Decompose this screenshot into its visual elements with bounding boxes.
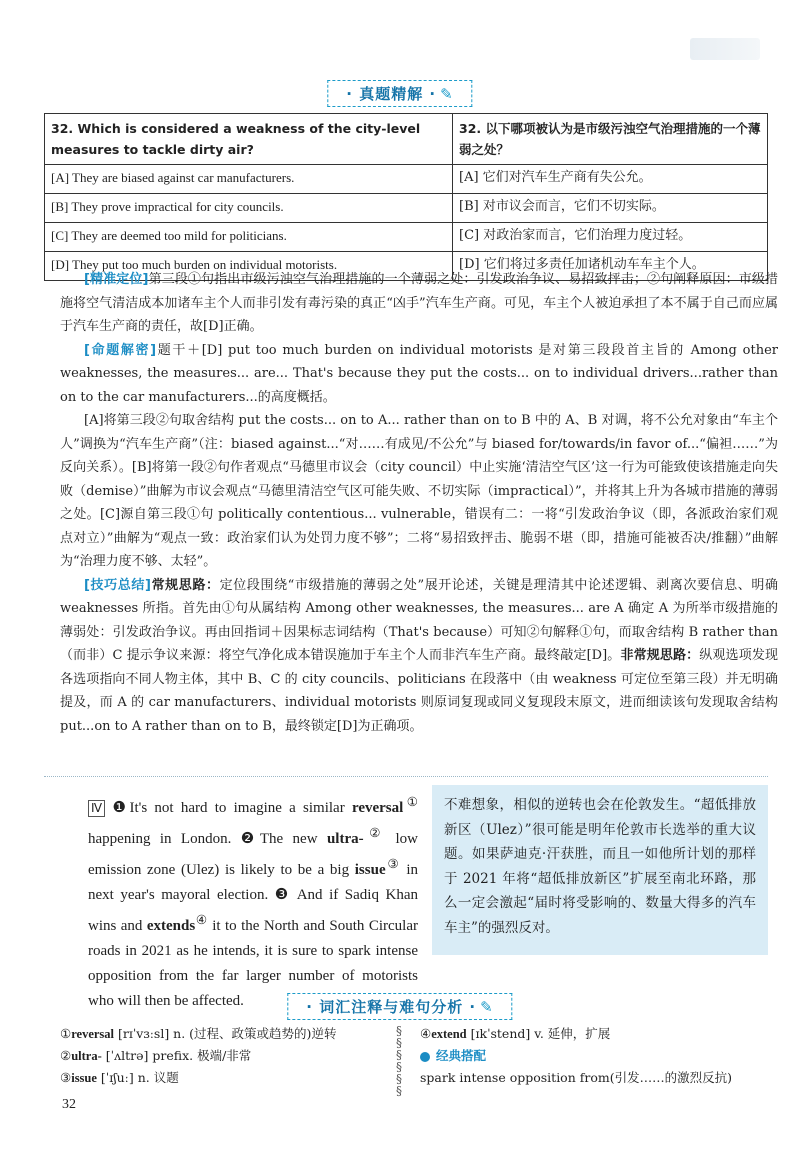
section-title-text: · 词汇注释与难句分析 · — [306, 998, 477, 1016]
option-c-en: [C] They are deemed too mild for politicians. — [45, 223, 453, 252]
vocab-list — [60, 1023, 390, 1089]
collocation-title: 经典搭配 — [436, 1048, 487, 1063]
vocab-number: ① — [60, 1026, 72, 1041]
section-title-analysis — [327, 80, 472, 107]
passage-text: It's not hard to imagine a similar — [129, 800, 352, 816]
vocab-word: issue — [354, 862, 386, 878]
option-a-en: [A] They are biased against car manufacturers. — [45, 165, 453, 194]
question-table — [44, 113, 768, 281]
locate-paragraph — [60, 268, 778, 339]
section-title-vocab — [287, 993, 512, 1020]
bullet-icon — [420, 1052, 430, 1062]
vocab-word: issue — [71, 1071, 97, 1085]
vocab-definition: [ˈʌltrə] prefix. 极端/非常 — [101, 1048, 252, 1063]
translation-box: 不难想象，相似的逆转也会在伦敦发生。“超低排放新区（Ulez）”很可能是明年伦敦市长选举的重大议题。如果萨迪克·汗获胜，而且一如他所计划的那样于 2021 年将“超低排放新区”扩展至南北环路，那么一定会激起“届时将受影响的、数量大得多的汽车车主”的强烈反对。 — [432, 785, 768, 955]
option-b-en: [B] They prove impractical for city councils. — [45, 194, 453, 223]
vocab-item — [420, 1023, 780, 1045]
vocab-definition: [ˈɪʃuː] n. 议题 — [96, 1070, 179, 1085]
wavy-divider: § § § § § § — [396, 1024, 402, 1098]
passage-text: The new — [259, 831, 327, 847]
vocab-number: ③ — [60, 1070, 72, 1085]
collocation-heading — [420, 1045, 780, 1067]
page-number: 32 — [62, 1097, 76, 1112]
footnote-mark: ③ — [385, 857, 401, 871]
skill-unusual-label: 非常规思路： — [620, 648, 700, 663]
footnote-mark: ④ — [195, 913, 208, 927]
vocab-item — [60, 1067, 390, 1089]
passage-text: happening in London. — [88, 831, 241, 847]
vocab-item — [60, 1023, 390, 1045]
section-title-text: · 真题精解 · — [346, 85, 437, 103]
vocab-word: extends — [146, 918, 196, 934]
divider — [44, 776, 768, 777]
vocab-definition: [ɪkˈstend] v. 延伸，扩展 — [466, 1026, 611, 1041]
passage-text: in next year's mayoral election. — [88, 862, 418, 903]
vocab-number: ④ — [420, 1026, 432, 1041]
quill-icon: ✎ — [480, 998, 494, 1016]
locate-text: 第三段①句指出市级污浊空气治理措施的一个薄弱之处：引发政治争议、易招致抨击；②句阐释原因：市级措施将空气清洁成本加诸车主个人而非引发有毒污染的真正“凶手”汽车生产商。可见，车主个人被迫承担了本不属于自己而应属于汽车生产商的责任，故[D]正确。 — [60, 272, 778, 334]
skill-text-normal: 定位段围绕“市级措施的薄弱之处”展开论述，关键是理清其中论述逻辑、剥离次要信息、明确 weaknesses 所指。首先由①句从属结构 Among other weaknesses, the measures... are A 确定 A 为所举市级措施的薄弱处：引发政治争议。再由回指词＋因果标志词结构（That's because）可知②句解释①句，而取舍结构 B rather than（而非）C 提示争议来源：将空气净化成本错误施加于车主个人而非汽车生产商。最终敲定[D]。 — [60, 577, 778, 663]
analysis-body — [60, 268, 778, 738]
option-a-zh: [A] 它们对汽车生产商有失公允。 — [453, 165, 768, 194]
vocab-word: reversal — [71, 1027, 115, 1041]
table-row — [45, 165, 768, 194]
vocab-word: reversal — [351, 800, 404, 816]
question-stem-en: 32. Which is considered a weakness of the city-level measures to tackle dirty air? — [45, 114, 453, 165]
option-c-zh: [C] 对政治家而言，它们治理力度过轻。 — [453, 223, 768, 252]
vocab-number: ② — [60, 1048, 72, 1063]
skill-normal-label: 常规思路： — [150, 577, 220, 593]
vocab-definition: [rɪˈvɜːsl] n. (过程、政策或趋势的)逆转 — [114, 1026, 337, 1041]
vocab-word: ultra- — [326, 831, 364, 847]
skill-text-unusual: 纵观选项发现各选项指向不同人物主体，其中 B、C 的 city councils、politicians 在段落中（由 weakness 可定位至第三段）并无明确提及，而 A 的 car manufacturers、individual motorists 则原词复现或同义复现段末原文，进而细读该句发现取舍结构 put...on to A rather than on to B，最终锁定[D]为正确项。 — [60, 648, 778, 734]
table-row — [45, 194, 768, 223]
sentence-number: ❶ — [109, 800, 130, 816]
sentence-number: ❷ — [240, 831, 260, 847]
vocab-list-right — [420, 1023, 780, 1089]
locate-label: [精准定位] — [84, 272, 149, 287]
passage-paragraph — [88, 790, 418, 1014]
table-row — [45, 114, 768, 165]
option-d-en: [D] They put too much burden on individual motorists. — [45, 252, 453, 281]
passage-text: And if Sadiq Khan wins and — [88, 887, 418, 934]
table-row — [45, 223, 768, 252]
quill-icon: ✎ — [440, 85, 454, 103]
passage-text: low emission zone (Ulez) is likely to be a big — [88, 831, 418, 878]
passage-text: it to the North and South Circular roads in 2021 as he intends, it is sure to spark intense opposition from the far larger number of motorists who will then be affected. — [88, 918, 419, 1009]
footnote-mark: ② — [363, 826, 387, 840]
collocation-text: spark intense opposition from(引发……的激烈反抗) — [420, 1070, 732, 1085]
skill-label: [技巧总结] — [84, 577, 151, 593]
footnote-mark: ① — [403, 795, 418, 809]
decode-paragraph — [60, 339, 778, 410]
skill-paragraph — [60, 574, 778, 739]
vocab-item — [60, 1045, 390, 1067]
sentence-number: ❸ — [274, 887, 291, 903]
decode-label: [命题解密] — [84, 342, 157, 358]
corner-decoration — [690, 38, 760, 60]
question-stem-zh: 32. 以下哪项被认为是市级污浊空气治理措施的一个薄弱之处？ — [453, 114, 768, 165]
vocab-word: ultra- — [71, 1049, 102, 1063]
option-d-zh: [D] 它们将过多责任加诸机动车车主个人。 — [453, 252, 768, 281]
decode-text: 题干＋[D] put too much burden on individual motorists 是对第三段段首主旨的 Among other weaknesses, the measures... are... That's because they put the costs... on to individual drivers...rather than on to the car manufacturers...的高度概括。 — [60, 342, 778, 405]
option-b-zh: [B] 对市议会而言，它们不切实际。 — [453, 194, 768, 223]
options-paragraph: [A]将第三段②句取舍结构 put the costs... on to A... rather than on to B 中的 A、B 对调，将不公允对象由“车主个人”调换为“汽车生产商”（注：biased against...“对……有成见/不公允”与 biased for/towards/in favor of...“偏袒……”为反向关系）。[B]将第一段②句作者观点“马德里市议会（city council）中止实施‘清洁空气区’这一行为可能致使该措施走向失败（demise）”曲解为市议会观点“马德里清洁空气区可能失败、不切实际（impractical）”，并将其上升为各城市措施的薄弱之处。[C]源自第三段①句 politically contentious... vulnerable，错误有二：一将“引发政治争议（即，各派政治家们观点对立）”曲解为“观点一致：政治家们认为处罚力度不够”；二将“易招致抨击、脆弱不堪（即，措施可能被否决/推翻）”曲解为“治理力度不够、太轻”。 — [60, 413, 778, 569]
paragraph-number: Ⅳ — [88, 800, 105, 817]
vocab-word: extend — [431, 1027, 467, 1041]
